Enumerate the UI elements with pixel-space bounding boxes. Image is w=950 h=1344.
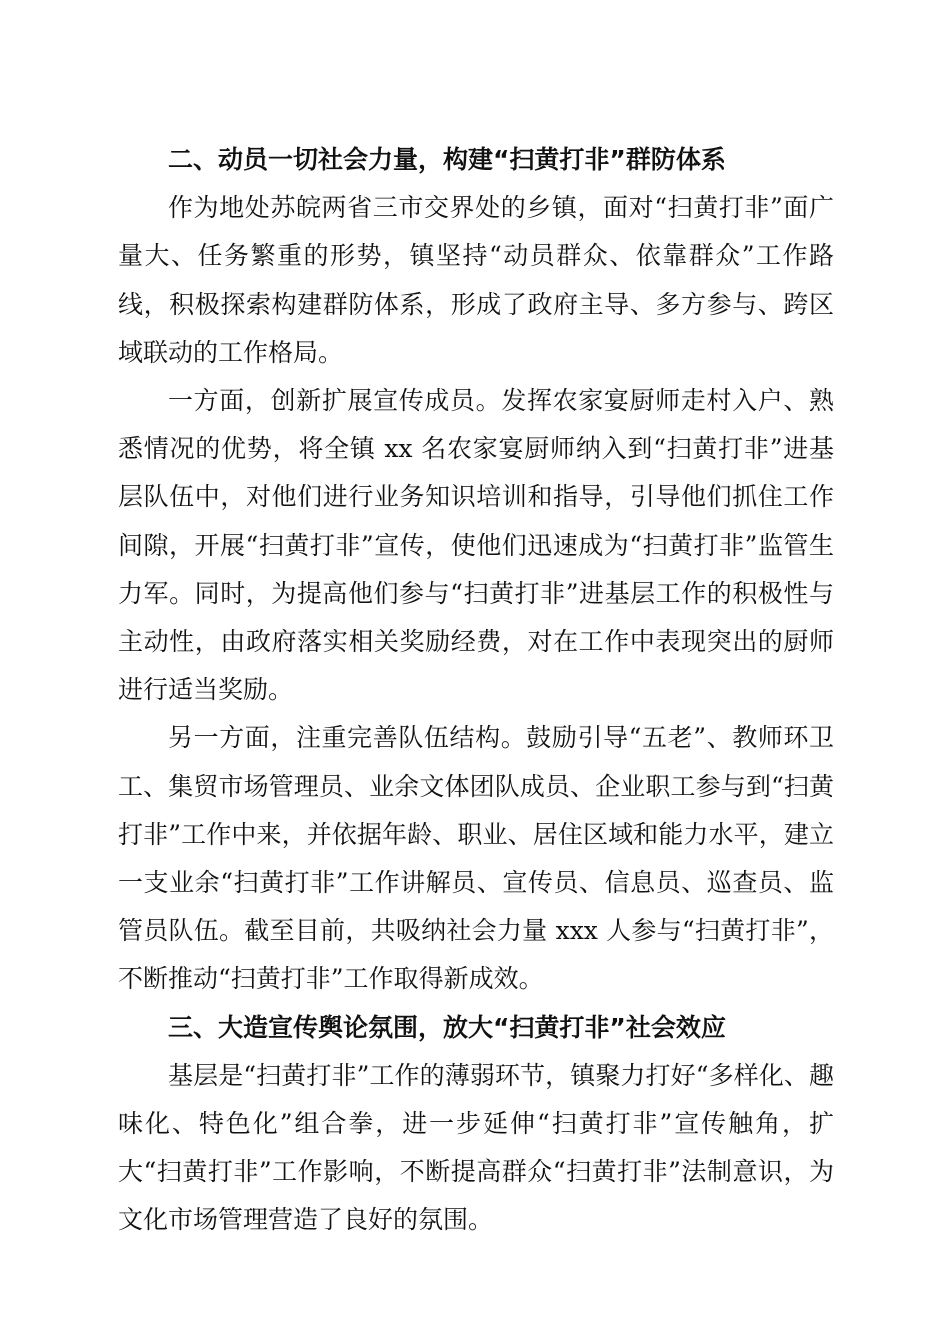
paragraph-publicity-members: 一方面，创新扩展宣传成员。发挥农家宴厨师走村入户、熟悉情况的优势，将全镇 xx 名农家宴厨师纳入到“扫黄打非”进基层队伍中，对他们进行业务知识培训和指导，引导他们抓住工作间隙，开展“扫黄打非”宣传，使他们迅速成为“扫黄打非”监管生力军。同时，为提高他们参与“扫黄打非”进基层工作的积极性与主动性，由政府落实相关奖励经费，对在工作中表现突出的厨师进行适当奖励。 xyxy=(118,386,834,705)
section-heading-2: 二、动员一切社会力量，构建“扫黄打非”群防体系 xyxy=(168,145,726,174)
paragraph-intro: 作为地处苏皖两省三市交界处的乡镇，面对“扫黄打非”面广量大、任务繁重的形势，镇坚持“动员群众、依靠群众”工作路线，积极探索构建群防体系，形成了政府主导、多方参与、跨区域联动的工作格局。 xyxy=(118,193,834,367)
paragraph-public-opinion: 基层是“扫黄打非”工作的薄弱环节，镇聚力打好“多样化、趣味化、特色化”组合拳，进一步延伸“扫黄打非”宣传触角，扩大“扫黄打非”工作影响，不断提高群众“扫黄打非”法制意识，为文化市场管理营造了良好的氛围。 xyxy=(118,1060,834,1235)
document-body xyxy=(118,136,834,1245)
paragraph-team-structure: 另一方面，注重完善队伍结构。鼓励引导“五老”、教师环卫工、集贸市场管理员、业余文体团队成员、企业职工参与到“扫黄打非”工作中来，并依据年龄、职业、居住区域和能力水平，建立一支业余“扫黄打非”工作讲解员、宣传员、信息员、巡查员、监管员队伍。截至目前，共吸纳社会力量 xxx 人参与“扫黄打非”，不断推动“扫黄打非”工作取得新成效。 xyxy=(118,723,834,994)
section-heading-3: 三、大造宣传舆论氛围，放大“扫黄打非”社会效应 xyxy=(168,1012,726,1042)
